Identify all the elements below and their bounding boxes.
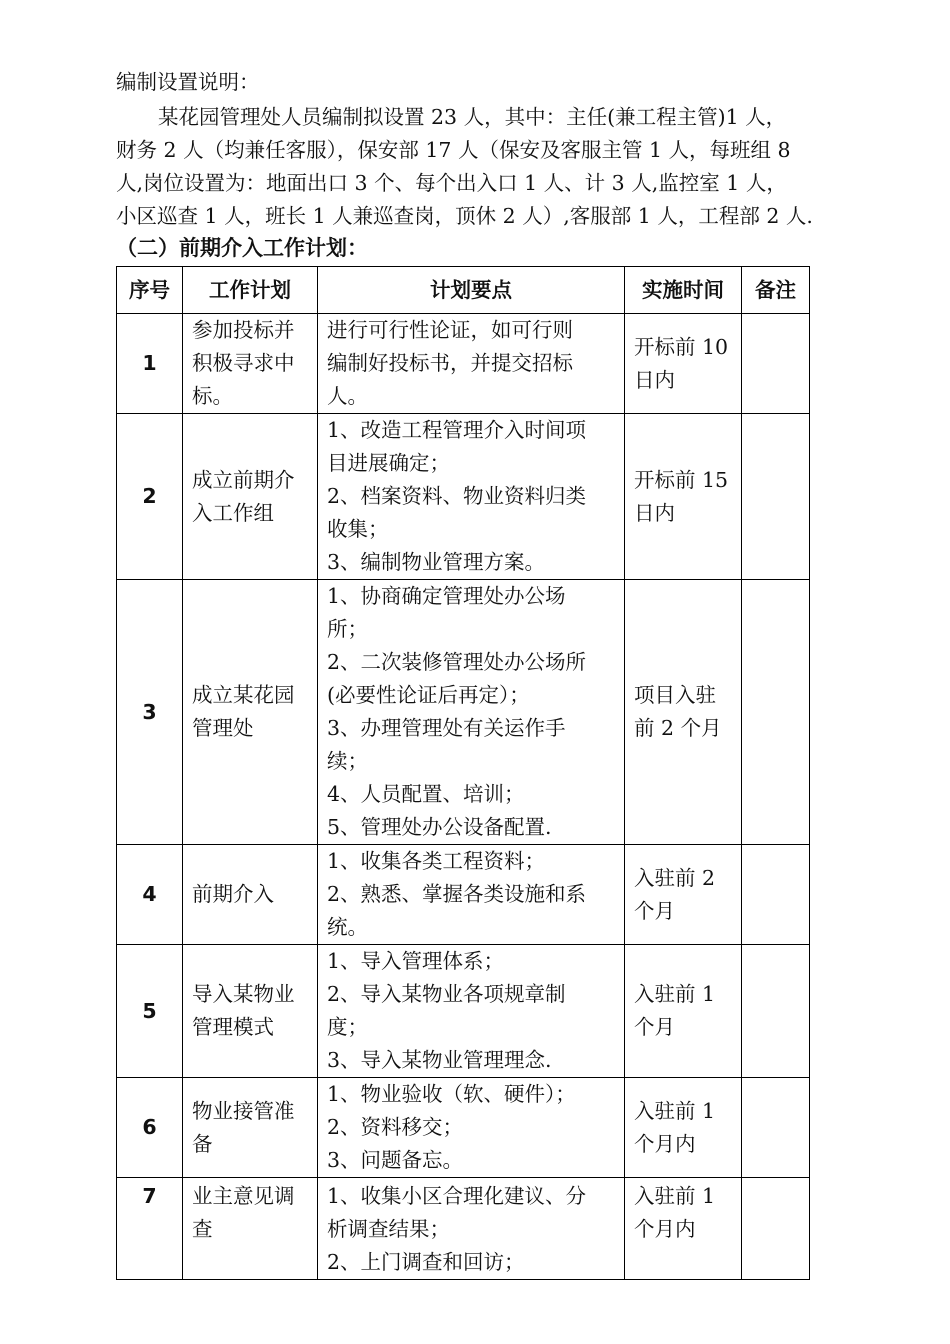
cell-time-line: 个月 — [634, 898, 675, 923]
table-header-row — [117, 267, 810, 314]
cell-points-line: 3、导入某物业管理理念. — [327, 1048, 552, 1072]
cell-time-line: 个月内 — [634, 1217, 696, 1241]
cell-time-line: 前 2 个月 — [634, 716, 722, 740]
cell-points-line: 进行可行性论证，如可行则 — [327, 318, 573, 342]
cell-plan-line: 成立前期介 — [192, 467, 295, 492]
cell-note — [742, 845, 810, 945]
cell-note — [742, 945, 810, 1078]
cell-plan-line: 标。 — [192, 384, 233, 408]
cell-plan-line: 入工作组 — [192, 500, 274, 525]
cell-points — [318, 580, 625, 845]
cell-points-line: 5、管理处办公设备配置. — [327, 815, 552, 839]
cell-plan-line: 成立某花园 — [192, 683, 295, 707]
cell-no: 1 — [117, 314, 183, 414]
cell-points-line: 3、问题备忘。 — [327, 1148, 464, 1172]
cell-points-line: 所； — [327, 617, 368, 641]
cell-points-line: 编制好投标书，并提交招标 — [327, 351, 573, 375]
cell-points-line: 3、办理管理处有关运作手 — [327, 716, 566, 740]
cell-plan — [183, 414, 318, 580]
cell-points-line: 1、收集小区合理化建议、分 — [327, 1184, 587, 1208]
cell-points-line: 2、资料移交； — [327, 1115, 464, 1139]
cell-plan — [183, 945, 318, 1078]
cell-plan-line: 积极寻求中 — [192, 351, 295, 375]
cell-points — [318, 1178, 625, 1280]
cell-points-line: 2、二次装修管理处办公场所 — [327, 650, 587, 674]
cell-plan-line: 管理模式 — [192, 1015, 274, 1039]
cell-points-line: 收集； — [327, 517, 389, 541]
cell-points — [318, 1078, 625, 1178]
cell-points-line: 2、档案资料、物业资料归类 — [327, 484, 587, 508]
work-plan-table — [116, 266, 810, 1280]
cell-note — [742, 1178, 810, 1280]
cell-plan — [183, 1178, 318, 1280]
cell-plan — [183, 845, 318, 945]
cell-time-line: 入驻前 1 — [634, 982, 716, 1006]
cell-plan-line: 查 — [192, 1217, 213, 1241]
intro-line: 小区巡查 1 人，班长 1 人兼巡查岗，顶休 2 人）,客服部 1 人，工程部 2 人. — [116, 204, 813, 228]
cell-points-line: 统。 — [327, 915, 368, 939]
intro-line: 某花园管理处人员编制拟设置 23 人，其中：主任(兼工程主管)1 人， — [158, 105, 787, 129]
cell-time — [625, 414, 742, 580]
cell-points-line: 4、人员配置、培训； — [327, 782, 525, 806]
cell-plan — [183, 1078, 318, 1178]
cell-points — [318, 945, 625, 1078]
cell-points-line: 1、收集各类工程资料； — [327, 849, 546, 873]
section-heading: （二）前期介入工作计划： — [116, 236, 368, 260]
table-row — [117, 1078, 810, 1178]
header-points: 计划要点 — [318, 267, 625, 314]
cell-plan — [183, 580, 318, 845]
cell-points-line: 人。 — [327, 384, 368, 408]
cell-no: 7 — [117, 1178, 183, 1280]
cell-plan-line: 物业接管准 — [192, 1098, 295, 1123]
cell-plan-line: 前期介入 — [192, 882, 274, 906]
cell-time — [625, 845, 742, 945]
header-plan: 工作计划 — [183, 267, 318, 314]
cell-time-line: 开标前 15 — [634, 467, 729, 492]
cell-time-line: 个月内 — [634, 1131, 696, 1156]
cell-plan-line: 参加投标并 — [192, 318, 295, 342]
cell-time — [625, 1178, 742, 1280]
intro-title: 编制设置说明： — [116, 70, 260, 94]
table-row — [117, 414, 810, 580]
cell-points-line: 续； — [327, 749, 368, 773]
table-row — [117, 1178, 810, 1280]
cell-plan-line: 管理处 — [192, 716, 254, 740]
intro-line: 财务 2 人（均兼任客服），保安部 17 人（保安及客服主管 1 人，每班组 8 — [116, 138, 791, 162]
cell-time-line: 日内 — [634, 367, 675, 392]
cell-points — [318, 314, 625, 414]
cell-points-line: 1、导入管理体系； — [327, 949, 505, 973]
cell-time-line: 入驻前 2 — [634, 865, 716, 890]
cell-plan — [183, 314, 318, 414]
cell-plan-line: 业主意见调 — [192, 1184, 295, 1208]
intro-paragraph — [116, 101, 813, 233]
cell-points-line: 目进展确定； — [327, 451, 450, 475]
cell-time-line: 日内 — [634, 500, 675, 525]
cell-no: 4 — [117, 845, 183, 945]
cell-points-line: 3、编制物业管理方案。 — [327, 550, 546, 574]
cell-note — [742, 580, 810, 845]
cell-time — [625, 945, 742, 1078]
cell-time-line: 入驻前 1 — [634, 1098, 716, 1123]
cell-no: 2 — [117, 414, 183, 580]
cell-points-line: 1、协商确定管理处办公场 — [327, 584, 566, 608]
cell-points-line: 2、导入某物业各项规章制 — [327, 982, 566, 1006]
cell-time — [625, 580, 742, 845]
table-row — [117, 314, 810, 414]
cell-no: 6 — [117, 1078, 183, 1178]
cell-note — [742, 414, 810, 580]
header-note: 备注 — [742, 267, 810, 314]
header-no: 序号 — [117, 267, 183, 314]
cell-points-line: 1、物业验收（软、硬件）； — [327, 1082, 576, 1106]
cell-points-line: 1、改造工程管理介入时间项 — [327, 418, 587, 442]
cell-points — [318, 414, 625, 580]
table-row — [117, 845, 810, 945]
cell-points-line: (必要性论证后再定）； — [327, 683, 530, 707]
cell-points-line: 析调查结果； — [327, 1217, 450, 1241]
table-row — [117, 580, 810, 845]
cell-no: 3 — [117, 580, 183, 845]
cell-time — [625, 1078, 742, 1178]
cell-time-line: 个月 — [634, 1015, 675, 1039]
cell-no: 5 — [117, 945, 183, 1078]
cell-plan-line: 备 — [192, 1131, 213, 1156]
intro-line: 人,岗位设置为：地面出口 3 个、每个出入口 1 人、计 3 人,监控室 1 人， — [116, 171, 787, 195]
header-time: 实施时间 — [625, 267, 742, 314]
cell-time-line: 项目入驻 — [634, 683, 716, 707]
cell-plan-line: 导入某物业 — [192, 982, 295, 1006]
cell-note — [742, 314, 810, 414]
table-row — [117, 945, 810, 1078]
cell-points-line: 度； — [327, 1015, 368, 1039]
cell-points — [318, 845, 625, 945]
cell-points-line: 2、熟悉、掌握各类设施和系 — [327, 882, 587, 906]
cell-time — [625, 314, 742, 414]
cell-points-line: 2、上门调查和回访； — [327, 1250, 525, 1274]
cell-time-line: 入驻前 1 — [634, 1184, 716, 1208]
cell-time-line: 开标前 10 — [634, 334, 729, 359]
cell-note — [742, 1078, 810, 1178]
